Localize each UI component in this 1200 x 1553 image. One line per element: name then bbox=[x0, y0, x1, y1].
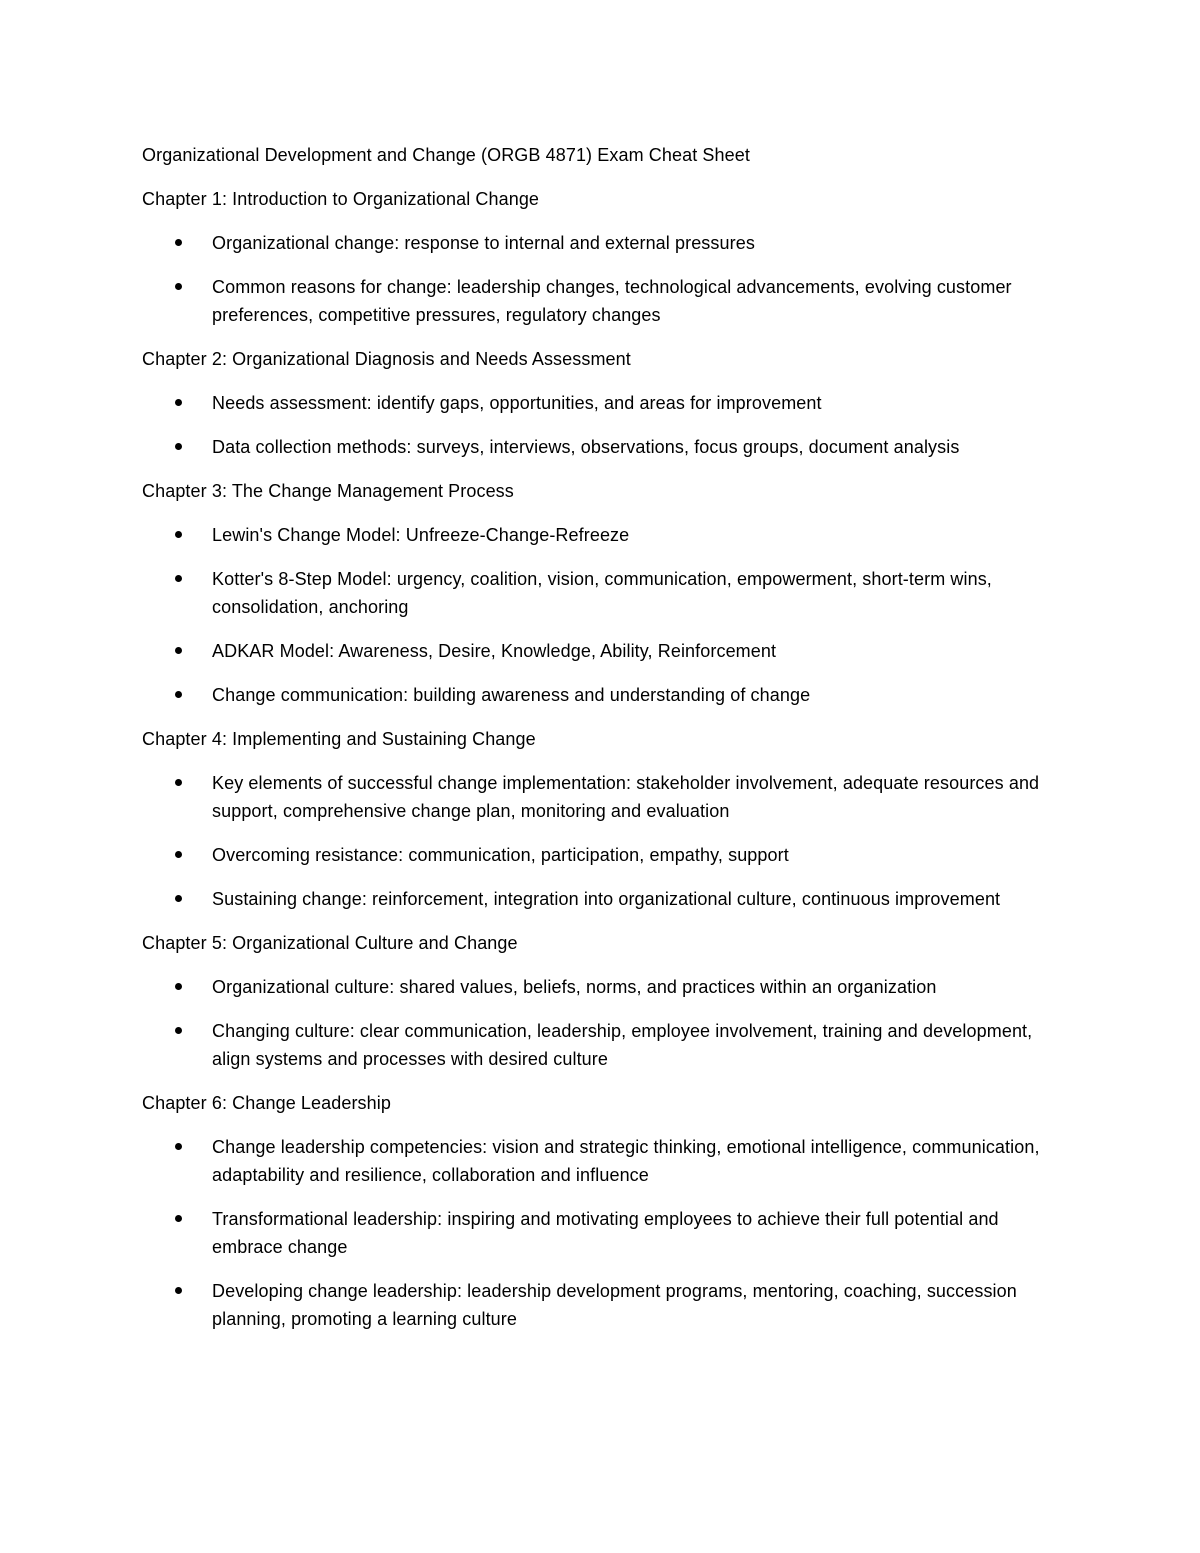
list-item bbox=[142, 565, 1042, 621]
bullet-list bbox=[142, 769, 1042, 913]
bullet-icon bbox=[175, 1143, 182, 1150]
list-item bbox=[142, 1133, 1042, 1189]
list-item-text: Organizational culture: shared values, beliefs, norms, and practices within an organization bbox=[212, 977, 937, 997]
bullet-icon bbox=[175, 851, 182, 858]
list-item-text: Common reasons for change: leadership changes, technological advancements, evolving customer preferences, competitive pressures, regulatory changes bbox=[212, 277, 1012, 325]
bullet-icon bbox=[175, 895, 182, 902]
list-item-text: Transformational leadership: inspiring and motivating employees to achieve their full potential and embrace change bbox=[212, 1209, 999, 1257]
list-item-text: Sustaining change: reinforcement, integration into organizational culture, continuous improvement bbox=[212, 889, 1001, 909]
document-title: Organizational Development and Change (ORGB 4871) Exam Cheat Sheet bbox=[142, 145, 750, 165]
list-item-text: Organizational change: response to internal and external pressures bbox=[212, 233, 755, 253]
bullet-icon bbox=[175, 691, 182, 698]
list-item bbox=[142, 521, 1042, 549]
bullet-icon bbox=[175, 647, 182, 654]
bullet-list bbox=[142, 389, 1042, 461]
chapter-5 bbox=[142, 929, 1042, 1073]
bullet-icon bbox=[175, 575, 182, 582]
bullet-icon bbox=[175, 531, 182, 538]
chapter-heading: Chapter 1: Introduction to Organizational Change bbox=[142, 189, 540, 209]
list-item bbox=[142, 1205, 1042, 1261]
list-item-text: Needs assessment: identify gaps, opportunities, and areas for improvement bbox=[212, 393, 822, 413]
list-item bbox=[142, 273, 1042, 329]
chapter-4 bbox=[142, 725, 1042, 913]
bullet-icon bbox=[175, 443, 182, 450]
chapter-2 bbox=[142, 345, 1042, 461]
list-item-text: Lewin's Change Model: Unfreeze-Change-Refreeze bbox=[212, 525, 630, 545]
list-item bbox=[142, 1277, 1042, 1333]
chapter-heading: Chapter 4: Implementing and Sustaining Change bbox=[142, 729, 536, 749]
bullet-list bbox=[142, 521, 1042, 709]
list-item-text: Kotter's 8-Step Model: urgency, coalition, vision, communication, empowerment, short-term wins, consolidation, anchoring bbox=[212, 569, 992, 617]
list-item-text: Data collection methods: surveys, interviews, observations, focus groups, document analysis bbox=[212, 437, 960, 457]
bullet-icon bbox=[175, 239, 182, 246]
bullet-icon bbox=[175, 779, 182, 786]
list-item-text: Key elements of successful change implementation: stakeholder involvement, adequate resources and support, comprehensive change plan, monitoring and evaluation bbox=[212, 773, 1040, 821]
chapter-6 bbox=[142, 1089, 1042, 1333]
chapter-heading: Chapter 2: Organizational Diagnosis and Needs Assessment bbox=[142, 349, 631, 369]
list-item bbox=[142, 885, 1042, 913]
list-item-text: Developing change leadership: leadership development programs, mentoring, coaching, succession planning, promoting a learning culture bbox=[212, 1281, 1017, 1329]
list-item bbox=[142, 769, 1042, 825]
bullet-icon bbox=[175, 983, 182, 990]
bullet-list bbox=[142, 1133, 1042, 1333]
chapter-3 bbox=[142, 477, 1042, 709]
list-item bbox=[142, 229, 1042, 257]
bullet-icon bbox=[175, 1027, 182, 1034]
chapter-heading: Chapter 5: Organizational Culture and Change bbox=[142, 933, 518, 953]
bullet-icon bbox=[175, 283, 182, 290]
document-body bbox=[142, 141, 1042, 1349]
list-item-text: ADKAR Model: Awareness, Desire, Knowledge, Ability, Reinforcement bbox=[212, 641, 777, 661]
bullet-list bbox=[142, 973, 1042, 1073]
list-item-text: Changing culture: clear communication, leadership, employee involvement, training and development, align systems and processes with desired culture bbox=[212, 1021, 1033, 1069]
list-item bbox=[142, 1017, 1042, 1073]
list-item bbox=[142, 637, 1042, 665]
list-item bbox=[142, 973, 1042, 1001]
bullet-icon bbox=[175, 1215, 182, 1222]
list-item-text: Change leadership competencies: vision and strategic thinking, emotional intelligence, communication, adaptability and resilience, collaboration and influence bbox=[212, 1137, 1040, 1185]
bullet-list bbox=[142, 229, 1042, 329]
list-item bbox=[142, 681, 1042, 709]
list-item bbox=[142, 389, 1042, 417]
bullet-icon bbox=[175, 399, 182, 406]
bullet-icon bbox=[175, 1287, 182, 1294]
list-item bbox=[142, 433, 1042, 461]
chapter-heading: Chapter 3: The Change Management Process bbox=[142, 481, 514, 501]
list-item bbox=[142, 841, 1042, 869]
chapter-heading: Chapter 6: Change Leadership bbox=[142, 1093, 391, 1113]
list-item-text: Change communication: building awareness and understanding of change bbox=[212, 685, 811, 705]
list-item-text: Overcoming resistance: communication, participation, empathy, support bbox=[212, 845, 789, 865]
chapter-1 bbox=[142, 185, 1042, 329]
